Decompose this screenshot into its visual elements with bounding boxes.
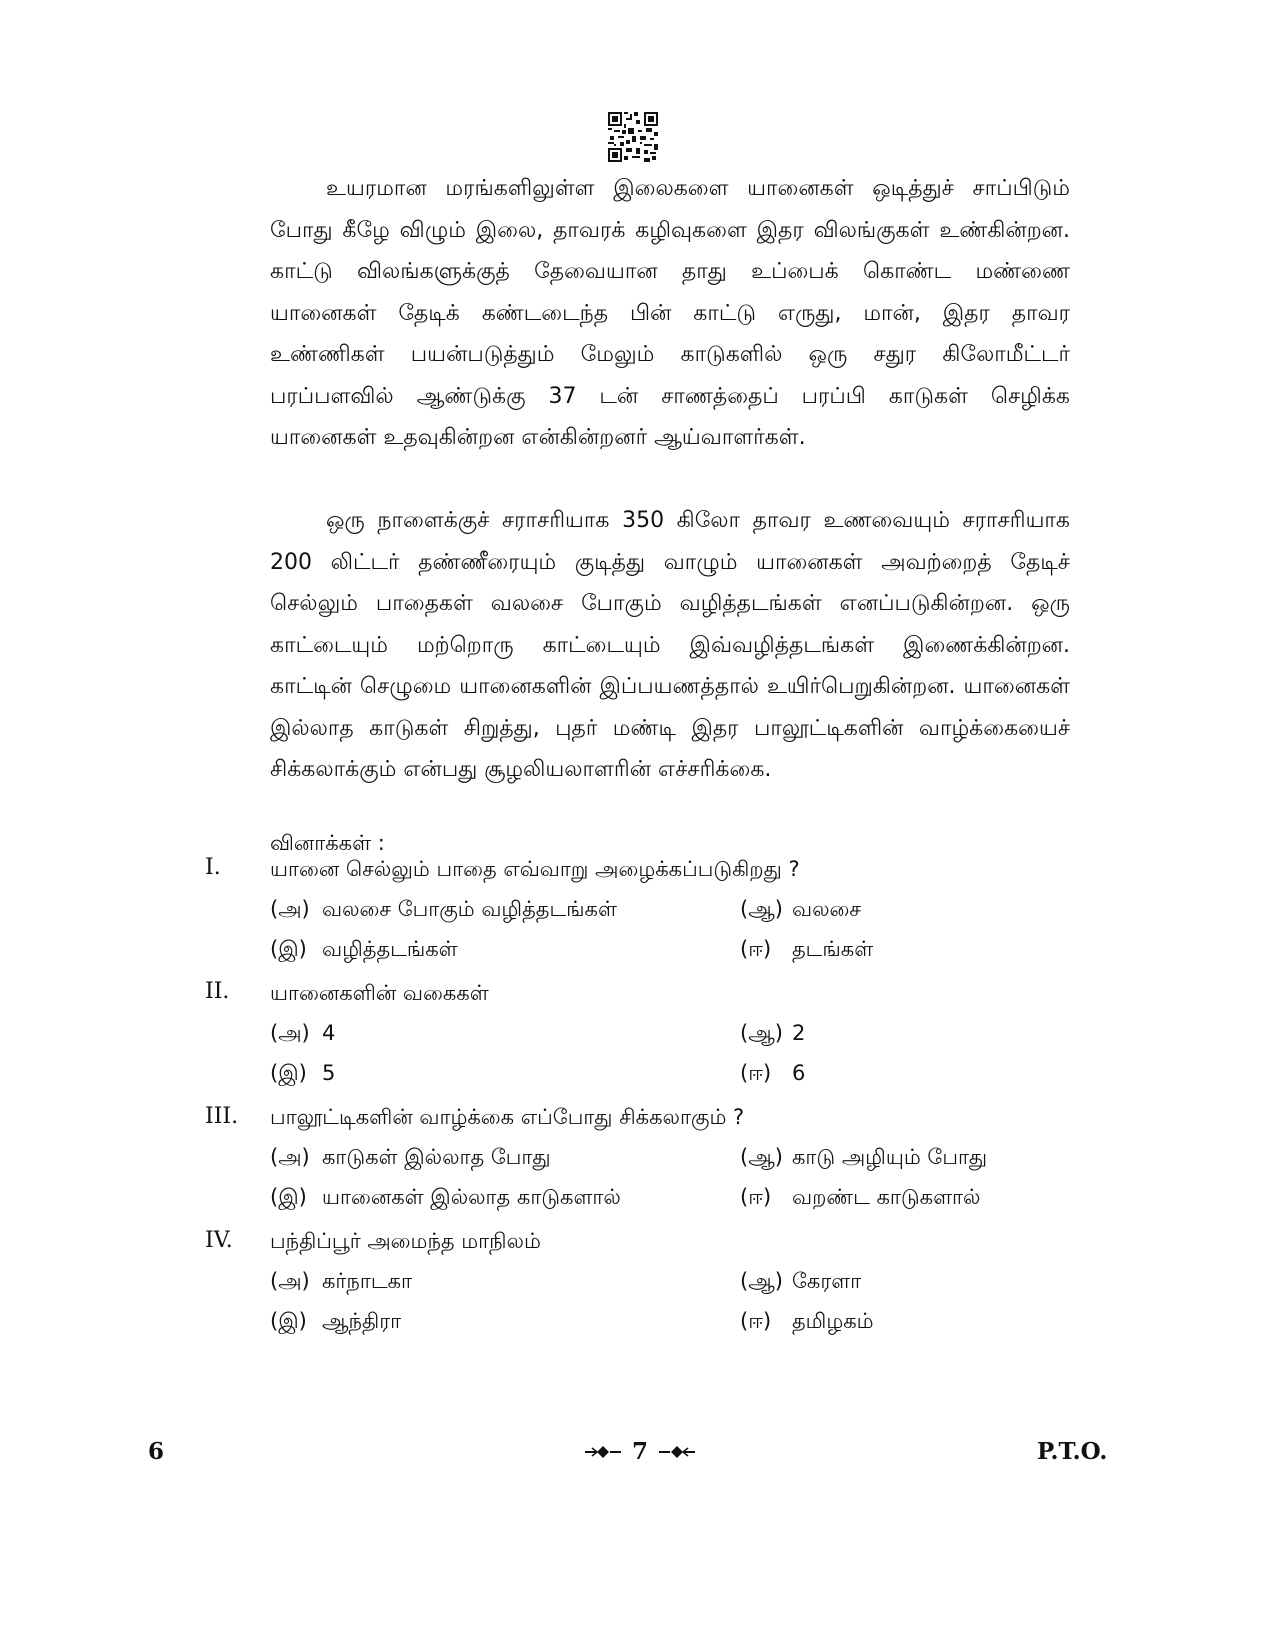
option-a [270, 1021, 335, 1048]
option-text: யானைகள் இல்லாத காடுகளால் [322, 1185, 621, 1209]
option-label: (ஈ) [740, 1185, 772, 1209]
option-text: கர்நாடகா [322, 1269, 412, 1293]
questions-heading: வினாக்கள் : [270, 831, 385, 855]
option-text: கேரளா [792, 1269, 862, 1293]
option-text: தமிழகம் [792, 1309, 874, 1333]
question-text: பாலூட்டிகளின் வாழ்க்கை எப்போது சிக்கலாகும் ? [270, 1105, 745, 1129]
option-label: (ஈ) [740, 937, 772, 961]
page-number: 7 [631, 1438, 648, 1465]
option-text: 5 [322, 1061, 336, 1085]
option-text: 4 [322, 1021, 336, 1045]
option-label: (இ) [270, 1309, 307, 1333]
question-text: யானைகளின் வகைகள் [270, 981, 489, 1005]
option-label: (அ) [270, 1269, 310, 1293]
option-c [270, 1309, 401, 1336]
option-c [270, 1061, 335, 1088]
option-d [740, 937, 873, 964]
option-label: (இ) [270, 1185, 307, 1209]
question-number: I. [205, 855, 221, 880]
qr-code-icon [608, 112, 658, 162]
option-label: (அ) [270, 897, 310, 921]
option-label: (ஆ) [740, 1145, 783, 1169]
option-d [740, 1061, 805, 1088]
option-b [740, 1269, 861, 1296]
option-label: (அ) [270, 1145, 310, 1169]
option-a [270, 1145, 551, 1172]
option-label: (அ) [270, 1021, 310, 1045]
option-b [740, 1021, 805, 1048]
option-label: (ஈ) [740, 1061, 772, 1085]
option-label: (ஈ) [740, 1309, 772, 1333]
question-text: பந்திப்பூர் அமைந்த மாநிலம் [270, 1229, 541, 1253]
option-text: வலசை [792, 897, 862, 921]
question-number: III. [205, 1104, 239, 1129]
option-label: (இ) [270, 937, 307, 961]
option-label: (இ) [270, 1061, 307, 1085]
diamond-ornament-icon [658, 1445, 696, 1459]
option-b [740, 1145, 987, 1172]
option-text: 2 [792, 1021, 806, 1045]
option-label: (ஆ) [740, 1269, 783, 1293]
option-d [740, 1185, 980, 1212]
pto-label: P.T.O. [1037, 1438, 1108, 1465]
option-text: ஆந்திரா [322, 1309, 402, 1333]
option-text: வழித்தடங்கள் [322, 937, 458, 961]
paper-code: 6 [148, 1438, 165, 1465]
option-text: காடுகள் இல்லாத போது [322, 1145, 551, 1169]
option-c [270, 1185, 621, 1212]
passage-paragraph-1: உயரமான மரங்களிலுள்ள இலைகளை யானைகள் ஒடித்துச் சாப்பிடும் போது கீழே விழும் இலை, தாவரக் கழிவுகளை இதர விலங்குகள் உண்கின்றன. காட்டு விலங்களுக்குத் தேவையான தாது உப்பைக் கொண்ட மண்ணை யானைகள் தேடிக் கண்டடைந்த பின் காட்டு எருது, மான், இதர தாவர உண்ணிகள் பயன்படுத்தும் மேலும் காடுகளில் ஒரு சதுர கிலோமீட்டர் பரப்பளவில் ஆண்டுக்கு 37 டன் சாணத்தைப் பரப்பி காடுகள் செழிக்க யானைகள் உதவுகின்றன என்கின்றனர் ஆய்வாளர்கள். [270, 176, 1070, 450]
option-text: 6 [792, 1061, 806, 1085]
option-text: காடு அழியும் போது [792, 1145, 988, 1169]
option-text: வறண்ட காடுகளால் [792, 1185, 981, 1209]
diamond-ornament-icon [584, 1445, 622, 1459]
option-b [740, 897, 861, 924]
question-text: யானை செல்லும் பாதை எவ்வாறு அழைக்கப்படுகிறது ? [270, 857, 800, 881]
page-number-group [540, 1438, 740, 1465]
option-text: வலசை போகும் வழித்தடங்கள் [322, 897, 617, 921]
passage-paragraph-2: ஒரு நாளைக்குச் சராசரியாக 350 கிலோ தாவர உணவையும் சராசரியாக 200 லிட்டர் தண்ணீரையும் குடித்து வாழும் யானைகள் அவற்றைத் தேடிச் செல்லும் பாதைகள் வலசை போகும் வழித்தடங்கள் எனப்படுகின்றன. ஒரு காட்டையும் மற்றொரு காட்டையும் இவ்வழித்தடங்கள் இணைக்கின்றன. காட்டின் செழுமை யானைகளின் இப்பயணத்தால் உயிர்பெறுகின்றன. யானைகள் இல்லாத காடுகள் சிறுத்து, புதர் மண்டி இதர பாலூட்டிகளின் வாழ்க்கையைச் சிக்கலாக்கும் என்பது சூழலியலாளரின் எச்சரிக்கை. [270, 508, 1070, 782]
question-number: II. [205, 979, 230, 1004]
option-a [270, 897, 617, 924]
option-label: (ஆ) [740, 897, 783, 921]
option-text: தடங்கள் [792, 937, 874, 961]
option-label: (ஆ) [740, 1021, 783, 1045]
option-a [270, 1269, 412, 1296]
question-number: IV. [205, 1228, 233, 1253]
option-c [270, 937, 458, 964]
option-d [740, 1309, 874, 1336]
